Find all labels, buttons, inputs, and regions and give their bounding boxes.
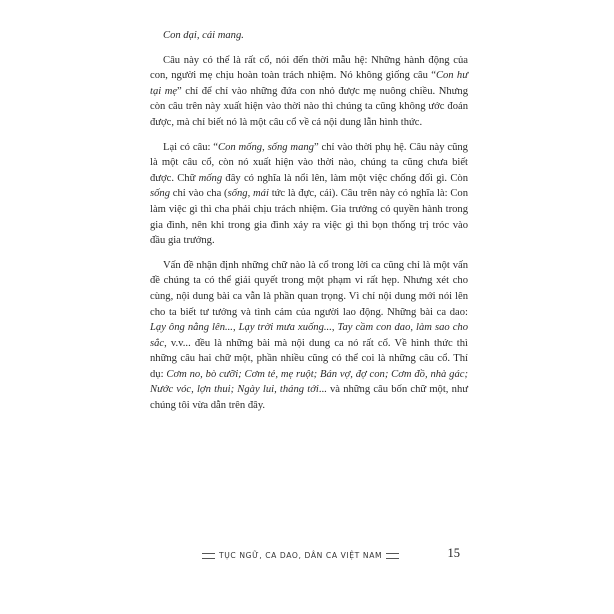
italic-run: Con hư tại mẹ — [150, 70, 468, 97]
paragraph-0 — [150, 28, 468, 44]
italic-run: mống — [198, 172, 223, 184]
text-run: ... và những câu bốn chữ một, như chúng tôi vừa dẫn trên đây. — [150, 384, 468, 412]
text-run: ” chỉ để chỉ vào những đứa con nhỏ được mẹ nuông chiều. Nhưng còn câu trên này xuất hiện vào thời nào thì chúng ta cũng không ước đoán được, mà chỉ biết nó là một câu cổ về cả nội dung lẫn hình thức. — [150, 85, 468, 128]
italic-run: Lạy trời mưa xuống... — [238, 322, 332, 334]
running-head — [198, 551, 403, 560]
italic-run: sống, mái — [227, 188, 269, 200]
page-number: 15 — [447, 546, 460, 560]
italic-run: Con mống, sống mang — [218, 141, 314, 153]
text-run: tức là đực, cái). Câu trên này có nghĩa là: Con làm việc gì thì cha phải chịu trách nhiệm. Gia trưởng có quyền hành trong gia đình, nên khi trong gia đình xảy ra việc gì thì bọn thống trị tróc vào đầu gia trưởng. — [150, 188, 468, 247]
text-run: chỉ vào cha ( — [170, 188, 228, 200]
italic-run: Cơm no, bò cưỡi; Cơm tẻ, mẹ ruột; Bán vợ, đợ con; Cơm đồ, nhà gác; Nước vóc, lợn thui; Ngày lui, tháng tới — [150, 368, 468, 396]
italic-run: Con dại, cái mang. — [163, 30, 244, 41]
paragraph-3 — [150, 258, 468, 414]
text-run: , v.v... đều là những bài mà nội dung ca nó rất cổ. Về hình thức thì những câu hai chữ một, phần nhiều cũng có thể coi là những câu cổ. Thí dụ: — [150, 337, 468, 380]
page-footer — [150, 546, 468, 566]
italic-run: sống — [150, 188, 171, 200]
text-run: , — [232, 322, 239, 334]
right-ornament-icon — [386, 553, 399, 559]
text-run: Vấn đề nhận định những chữ nào là cổ trong lời ca cũng chỉ là một vấn đề chúng ta có thể giải quyết trong một phạm vi rất hẹp. Nhưng xét cho cùng, nội dung bài ca vẫn là phần quan trọng. Vì chỉ nội dung mới nói lên cho ta biết tư tưởng và tình cảm của người lao động. Những bài ca dao: — [150, 259, 468, 318]
text-run: đây có nghĩa là nổi lên, làm một việc chống đối gì. Còn — [222, 172, 468, 184]
running-head-text: TỤC NGỮ, CA DAO, DÂN CA VIỆT NAM — [219, 551, 383, 560]
paragraph-1 — [150, 53, 468, 131]
italic-run: Tay cầm con dao, làm sao cho sắc — [150, 322, 469, 349]
text-run: ” chỉ vào thời phụ hệ. Câu này cũng là một câu cổ, còn nó xuất hiện vào thời nào, chúng ta cũng chưa biết được. Chữ — [150, 141, 468, 184]
page-body — [150, 28, 468, 414]
paragraph-2 — [150, 140, 468, 249]
italic-run: Lạy ông nằng lên... — [150, 322, 233, 334]
text-run: Lại có câu: “ — [163, 141, 219, 153]
text-run: Câu này có thể là rất cổ, nói đến thời mẫu hệ: Những hành động của con, người mẹ chịu hoàn toàn trách nhiệm. Nó không giống câu “ — [150, 54, 468, 82]
left-ornament-icon — [202, 553, 215, 559]
text-run: , — [331, 322, 338, 334]
